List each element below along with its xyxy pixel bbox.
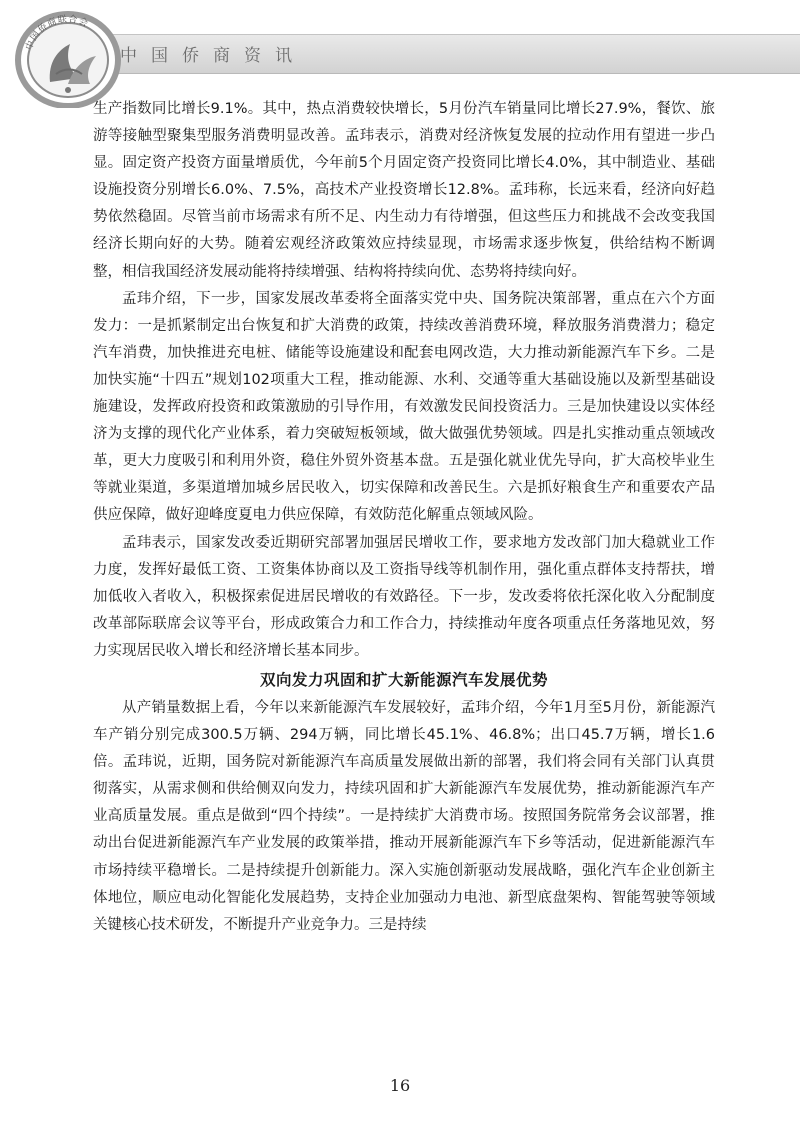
paragraph: 孟玮介绍，下一步，国家发展改革委将全面落实党中央、国务院决策部署，重点在六个方面发力：一是抓紧制定出台恢复和扩大消费的政策，持续改善消费环境，释放服务消费潜力；稳定汽车消费，加快推进充电桩、储能等设施建设和配套电网改造，大力推动新能源汽车下乡。二是加快实施“十四五”规划102项重大工程，推动能源、水利、交通等重大基础设施以及新型基础设施建设，发挥政府投资和政策激励的引导作用，有效激发民间投资活力。三是加快建设以实体经济为支撑的现代化产业体系，着力突破短板领域，做大做强优势领域。四是扎实推动重点领域改革，更大力度吸引和利用外资，稳住外贸外资基本盘。五是强化就业优先导向，扩大高校毕业生等就业渠道，多渠道增加城乡居民收入，切实保障和改善民生。六是抓好粮食生产和重要农产品供应保障，做好迎峰度夏电力供应保障，有效防范化解重点领域风险。 — [93, 290, 715, 524]
svg-text:中国侨商联合会: 中国侨商联合会 — [24, 14, 90, 52]
header-title: 中国侨商资讯 — [120, 46, 306, 66]
logo-emblem-icon — [8, 4, 126, 108]
page-number: 16 — [389, 1076, 411, 1095]
paragraph: 孟玮表示，国家发改委近期研究部署加强居民增收工作，要求地方发改部门加大稳就业工作力度，发挥好最低工资、工资集体协商以及工资指导线等机制作用，强化重点群体支持帮扶，增加低收入者收入，积极探索促进居民增收的有效路径。下一步，发改委将依托深化收入分配制度改革部际联席会议等平台，形成政策合力和工作合力，持续推动年度各项重点任务落地见效，努力实现居民收入增长和经济增长基本同步。 — [93, 534, 715, 659]
paragraph: 生产指数同比增长9.1%。其中，热点消费较快增长，5月份汽车销量同比增长27.9%，餐饮、旅游等接触型聚集型服务消费明显改善。孟玮表示，消费对经济恢复发展的拉动作用有望进一步凸显。固定资产投资方面量增质优，今年前5个月固定资产投资同比增长4.0%，其中制造业、基础设施投资分别增长6.0%、7.5%，高技术产业投资增长12.8%。孟玮称，长远来看，经济向好趋势依然稳固。尽管当前市场需求有所不足、内生动力有待增强，但这些压力和挑战不会改变我国经济长期向好的大势。随着宏观经济政策效应持续显现，市场需求逐步恢复，供给结构不断调整，相信我国经济发展动能将持续增强、结构将持续向优、态势将持续向好。 — [93, 101, 715, 280]
paragraph: 从产销量数据上看，今年以来新能源汽车发展较好，孟玮介绍，今年1月至5月份，新能源汽车产销分别完成300.5万辆、294万辆，同比增长45.1%、46.8%；出口45.7万辆，增长1.6倍。孟玮说，近期，国务院对新能源汽车高质量发展做出新的部署，我们将会同有关部门认真贯彻落实，从需求侧和供给侧双向发力，持续巩固和扩大新能源汽车发展优势，推动新能源汽车产业高质量发展。重点是做到“四个持续”。一是持续扩大消费市场。按照国务院常务会议部署，推动出台促进新能源汽车产业发展的政策举措，推动开展新能源汽车下乡等活动，促进新能源汽车市场持续平稳增长。二是持续提升创新能力。深入实施创新驱动发展战略，强化汽车企业创新主体地位，顺应电动化智能化发展趋势，支持企业加强动力电池、新型底盘架构、智能驾驶等领域关键核心技术研发，不断提升产业竞争力。三是持续 — [93, 699, 715, 933]
section-heading: 双向发力巩固和扩大新能源汽车发展优势 — [259, 670, 548, 689]
article-body — [93, 96, 715, 939]
